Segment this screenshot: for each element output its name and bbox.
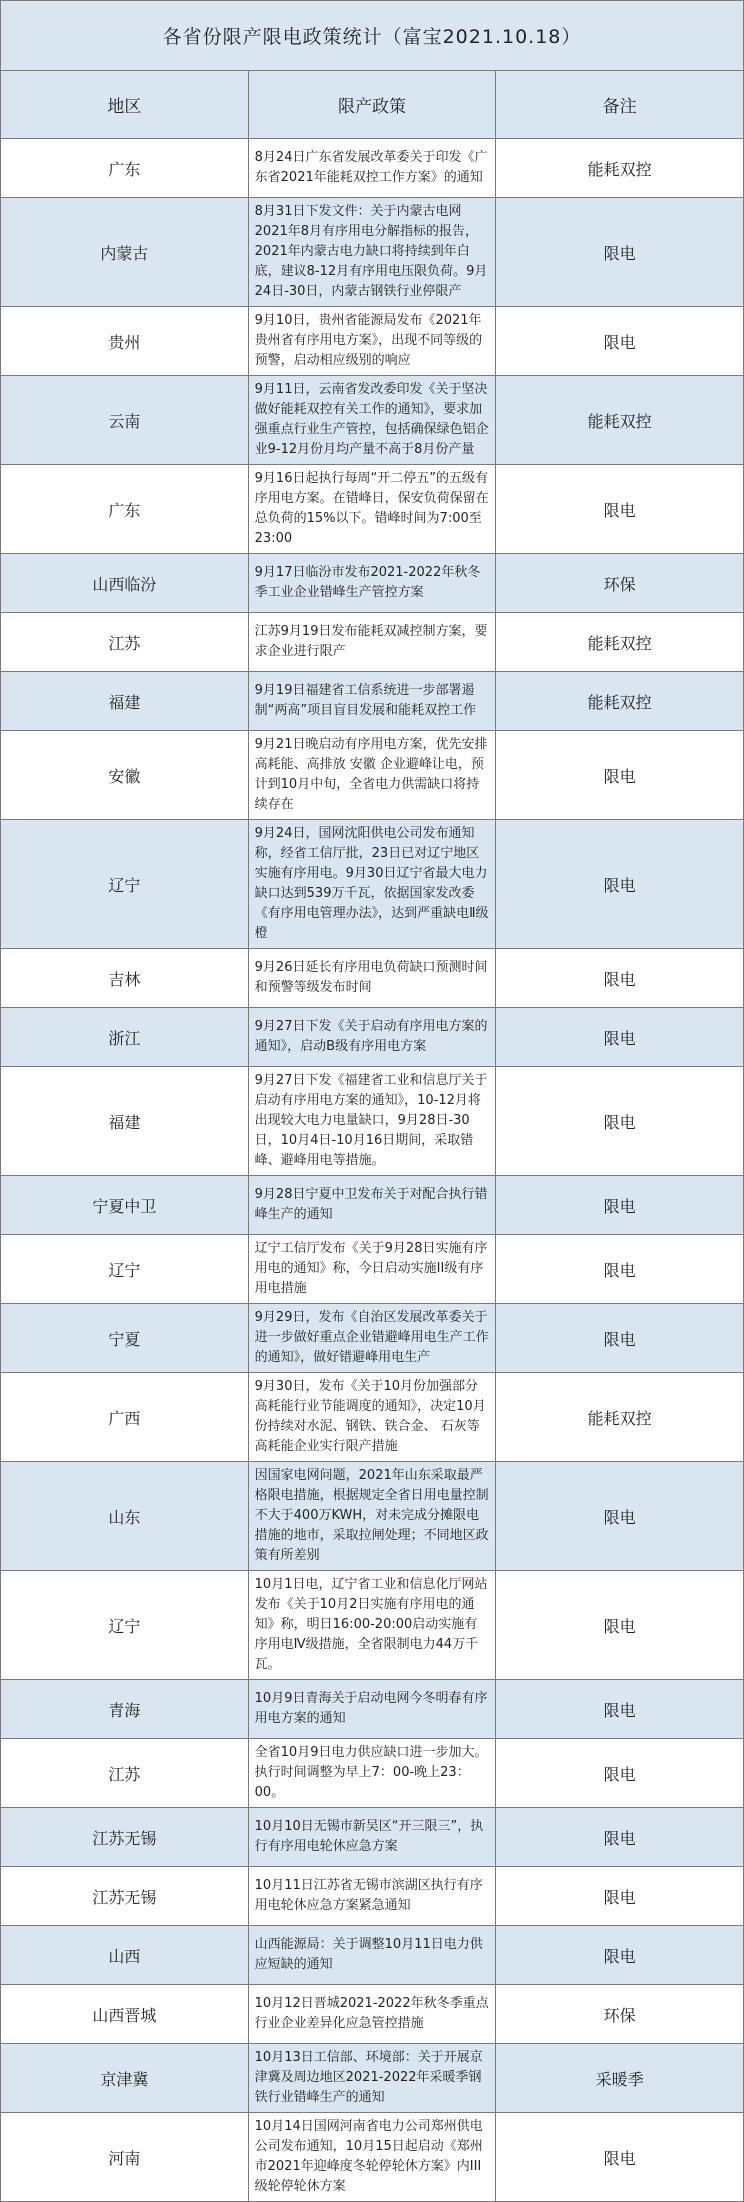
row-region: 京津冀 <box>1 2044 249 2113</box>
row-note: 限电 <box>496 465 744 554</box>
row-policy: 9月24日，国网沈阳供电公司发布通知称，经省工信厅批，23日已对辽宁地区实施有序用电。9月30日辽宁省最大电力缺口达到539万千瓦，依据国家发改委《有序用电管理办法》，达到严重缺电Ⅱ级橙 <box>248 820 496 949</box>
row-note: 限电 <box>496 949 744 1008</box>
table-row <box>1 820 744 949</box>
row-note: 环保 <box>496 1985 744 2044</box>
row-region: 宁夏 <box>1 1304 249 1373</box>
row-policy: 9月19日福建省工信系统进一步部署遏制“两高”项目盲目发展和能耗双控工作 <box>248 672 496 731</box>
row-policy: 9月10日，贵州省能源局发布《2021年贵州省有序用电方案》，出现不同等级的预警，启动相应级别的响应 <box>248 307 496 376</box>
table-row <box>1 198 744 307</box>
row-region: 内蒙古 <box>1 198 249 307</box>
table-row <box>1 1571 744 1680</box>
row-region: 安徽 <box>1 731 249 820</box>
row-policy: 山西能源局：关于调整10月11日电力供应短缺的通知 <box>248 1926 496 1985</box>
row-note: 能耗双控 <box>496 376 744 465</box>
table-row <box>1 1867 744 1926</box>
row-policy: 9月17日临汾市发布2021-2022年秋冬季工业企业错峰生产管控方案 <box>248 554 496 613</box>
row-note: 限电 <box>496 198 744 307</box>
row-policy: 9月27日下发《关于启动有序用电方案的通知》，启动B级有序用电方案 <box>248 1008 496 1067</box>
row-region: 青海 <box>1 1680 249 1739</box>
table-row <box>1 307 744 376</box>
row-region: 贵州 <box>1 307 249 376</box>
row-region: 山西 <box>1 1926 249 1985</box>
row-note: 环保 <box>496 554 744 613</box>
row-policy: 9月26日延长有序用电负荷缺口预测时间和预警等级发布时间 <box>248 949 496 1008</box>
row-region: 广东 <box>1 465 249 554</box>
header-region: 地区 <box>1 71 249 139</box>
row-policy: 因国家电网问题，2021年山东采取最严格限电措施，根据规定全省日用电量控制不大于400万KWH，对未完成分摊限电措施的地市，采取拉闸处理；不同地区政策有所差别 <box>248 1462 496 1571</box>
row-note: 限电 <box>496 1067 744 1176</box>
table-row <box>1 1304 744 1373</box>
table-row <box>1 613 744 672</box>
row-region: 辽宁 <box>1 1235 249 1304</box>
row-policy: 10月11日江苏省无锡市滨湖区执行有序用电轮休应急方案紧急通知 <box>248 1867 496 1926</box>
row-note: 限电 <box>496 1176 744 1235</box>
row-region: 山东 <box>1 1462 249 1571</box>
table-row <box>1 2044 744 2113</box>
table-header-row <box>1 71 744 139</box>
row-note: 限电 <box>496 1867 744 1926</box>
row-policy: 9月27日下发《福建省工业和信息厅关于启动有序用电方案的通知》，10-12月将出现较大电力电量缺口，9月28日-30日，10月4日-10月16日期间，采取错峰、避峰用电等措施。 <box>248 1067 496 1176</box>
table-row <box>1 465 744 554</box>
row-region: 江苏无锡 <box>1 1867 249 1926</box>
row-note: 限电 <box>496 1808 744 1867</box>
row-region: 辽宁 <box>1 1571 249 1680</box>
row-policy: 10月13日工信部、环境部：关于开展京津冀及周边地区2021-2022年采暖季钢铁行业错峰生产的通知 <box>248 2044 496 2113</box>
row-note: 能耗双控 <box>496 672 744 731</box>
row-policy: 10月1日电，辽宁省工业和信息化厅网站发布《关于10月2日实施有序用电的通知》称，明日16:00-20:00启动实施有序用电Ⅳ级措施，全省限制电力44万千瓦。 <box>248 1571 496 1680</box>
table-row <box>1 554 744 613</box>
row-region: 江苏 <box>1 1739 249 1808</box>
row-note: 限电 <box>496 820 744 949</box>
row-region: 河南 <box>1 2113 249 2202</box>
row-region: 吉林 <box>1 949 249 1008</box>
table-row <box>1 1008 744 1067</box>
table-row <box>1 1235 744 1304</box>
row-region: 广西 <box>1 1373 249 1462</box>
table-row <box>1 139 744 198</box>
row-note: 限电 <box>496 1739 744 1808</box>
row-policy: 10月9日青海关于启动电网今冬明春有序用电方案的通知 <box>248 1680 496 1739</box>
table-row <box>1 1926 744 1985</box>
row-note: 限电 <box>496 1680 744 1739</box>
table-row <box>1 672 744 731</box>
table-row <box>1 1680 744 1739</box>
table-body <box>1 139 744 2202</box>
row-policy: 10月10日无锡市新吴区“开三限三”，执行有序用电轮休应急方案 <box>248 1808 496 1867</box>
row-region: 广东 <box>1 139 249 198</box>
row-note: 限电 <box>496 2113 744 2202</box>
table-row <box>1 2113 744 2202</box>
row-policy: 9月29日，发布《自治区发展改革委关于进一步做好重点企业错避峰用电生产工作的通知》，做好错避峰用电生产 <box>248 1304 496 1373</box>
table-row <box>1 376 744 465</box>
row-region: 宁夏中卫 <box>1 1176 249 1235</box>
table-row <box>1 1985 744 2044</box>
row-note: 限电 <box>496 1571 744 1680</box>
row-policy: 9月28日宁夏中卫发布关于对配合执行错峰生产的通知 <box>248 1176 496 1235</box>
row-note: 限电 <box>496 1462 744 1571</box>
row-note: 能耗双控 <box>496 139 744 198</box>
table-row <box>1 731 744 820</box>
table-row <box>1 1462 744 1571</box>
table-row <box>1 1739 744 1808</box>
row-policy: 8月24日广东省发展改革委关于印发《广东省2021年能耗双控工作方案》的通知 <box>248 139 496 198</box>
row-region: 山西临汾 <box>1 554 249 613</box>
row-region: 浙江 <box>1 1008 249 1067</box>
row-note: 能耗双控 <box>496 1373 744 1462</box>
header-policy: 限产政策 <box>248 71 496 139</box>
row-region: 山西晋城 <box>1 1985 249 2044</box>
row-note: 限电 <box>496 1926 744 1985</box>
table-row <box>1 1176 744 1235</box>
row-note: 能耗双控 <box>496 613 744 672</box>
table-row <box>1 949 744 1008</box>
row-policy: 9月21日晚启动有序用电方案，优先安排高耗能、高排放 安徽 企业避峰让电，预计到10月中旬，全省电力供需缺口将持续存在 <box>248 731 496 820</box>
row-policy: 9月30日，发布《关于10月份加强部分高耗能行业节能调度的通知》，决定10月份持续对水泥、钢铁、铁合金、 石灰等高耗能企业实行限产措施 <box>248 1373 496 1462</box>
row-note: 限电 <box>496 1304 744 1373</box>
row-region: 江苏无锡 <box>1 1808 249 1867</box>
table-row <box>1 1373 744 1462</box>
row-region: 云南 <box>1 376 249 465</box>
row-note: 限电 <box>496 731 744 820</box>
table-row <box>1 1067 744 1176</box>
row-note: 限电 <box>496 307 744 376</box>
row-policy: 全省10月9日电力供应缺口进一步加大。执行时间调整为早上7：00-晚上23：00。 <box>248 1739 496 1808</box>
row-policy: 10月12日晋城2021-2022年秋冬季重点行业企业差异化应急管控措施 <box>248 1985 496 2044</box>
row-policy: 9月11日，云南省发改委印发《关于坚决做好能耗双控有关工作的通知》，要求加强重点行业生产管控，包括确保绿色铝企业9-12月份月均产量不高于8月份产量 <box>248 376 496 465</box>
row-note: 采暖季 <box>496 2044 744 2113</box>
row-region: 福建 <box>1 672 249 731</box>
page-title: 各省份限产限电政策统计（富宝2021.10.18） <box>1 1 744 71</box>
header-note: 备注 <box>496 71 744 139</box>
row-region: 福建 <box>1 1067 249 1176</box>
row-region: 江苏 <box>1 613 249 672</box>
row-region: 辽宁 <box>1 820 249 949</box>
row-policy: 9月16日起执行每周“开二停五”的五级有序用电方案。在错峰日，保安负荷保留在总负荷的15%以下。错峰时间为7:00至23:00 <box>248 465 496 554</box>
row-policy: 江苏9月19日发布能耗双减控制方案，要求企业进行限产 <box>248 613 496 672</box>
row-policy: 10月14日国网河南省电力公司郑州供电公司发布通知，10月15日起启动《郑州市2021年迎峰度冬轮停轮休方案》内III级轮停轮休方案 <box>248 2113 496 2202</box>
table-row <box>1 1808 744 1867</box>
row-policy: 辽宁工信厅发布《关于9月28日实施有序用电的通知》称，今日启动实施II级有序用电措施 <box>248 1235 496 1304</box>
row-policy: 8月31日下发文件：关于内蒙古电网2021年8月有序用电分解指标的报告，2021年内蒙古电力缺口将持续到年白底，建议8-12月有序用电压限负荷。9月24日-30日，内蒙古钢铁行业停限产 <box>248 198 496 307</box>
row-note: 限电 <box>496 1008 744 1067</box>
row-note: 限电 <box>496 1235 744 1304</box>
